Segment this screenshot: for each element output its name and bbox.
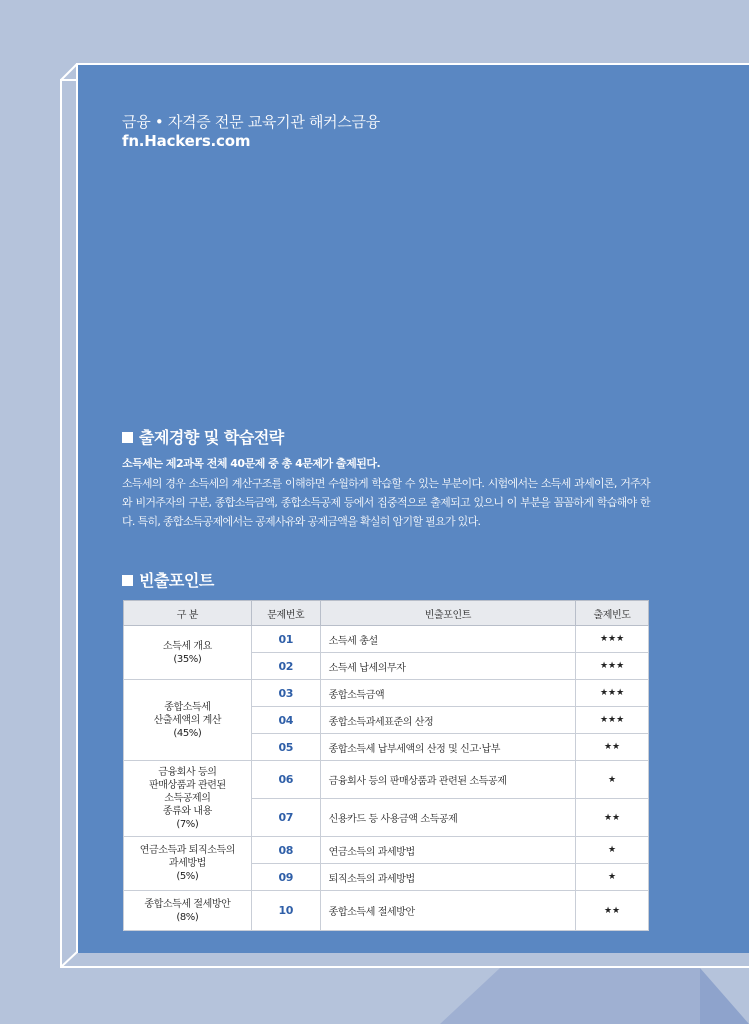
point-text: 금융회사 등의 판매상품과 관련된 소득공제 (320, 761, 575, 799)
point-text: 종합소득금액 (320, 680, 575, 707)
brand-site: fn.Hackers.com (122, 132, 251, 150)
point-text: 종합소득세 절세방안 (320, 891, 575, 931)
point-text: 종합소득세 납부세액의 산정 및 신고·납부 (320, 734, 575, 761)
question-number: 10 (251, 891, 320, 931)
header-frequency: 출제빈도 (576, 601, 649, 626)
frequency-stars: ★★ (576, 799, 649, 837)
point-text: 연금소득의 과세방법 (320, 837, 575, 864)
category-cell: 종합소득세 산출세액의 계산 (45%) (124, 680, 252, 761)
table-row (124, 680, 649, 707)
table-header-row (124, 601, 649, 626)
frequency-stars: ★ (576, 761, 649, 799)
trend-lead: 소득세는 제2과목 전체 40문제 중 총 4문제가 출제된다. (122, 457, 381, 470)
question-number: 06 (251, 761, 320, 799)
frequency-stars: ★ (576, 837, 649, 864)
frequency-stars: ★★★ (576, 653, 649, 680)
question-number: 05 (251, 734, 320, 761)
point-text: 종합소득과세표준의 산정 (320, 707, 575, 734)
question-number: 08 (251, 837, 320, 864)
question-number: 04 (251, 707, 320, 734)
question-number: 07 (251, 799, 320, 837)
category-cell: 종합소득세 절세방안 (8%) (124, 891, 252, 931)
point-text: 소득세 납세의무자 (320, 653, 575, 680)
content-panel (78, 65, 749, 953)
point-text: 퇴직소득의 과세방법 (320, 864, 575, 891)
trend-section-title: 출제경향 및 학습전략 (122, 425, 284, 448)
square-bullet-icon (122, 432, 133, 443)
points-section-title: 빈출포인트 (122, 568, 214, 591)
category-cell: 연금소득과 퇴직소득의 과세방법 (5%) (124, 837, 252, 891)
question-number: 02 (251, 653, 320, 680)
frequency-stars: ★★★ (576, 680, 649, 707)
frequency-stars: ★★ (576, 891, 649, 931)
trend-body: 소득세의 경우 소득세의 계산구조를 이해하면 수월하게 학습할 수 있는 부분이다. 시험에서는 소득세 과세이론, 거주자와 비거주자의 구분, 종합소득금액, 종합소득공제 등에서 집중적으로 출제되고 있으니 이 부분을 꼼꼼하게 학습해야 한다. 특히, 종합소득공제에서는 공제사유와 공제금액을 확실히 암기할 필요가 있다. (122, 477, 650, 528)
question-number: 09 (251, 864, 320, 891)
point-text: 소득세 총설 (320, 626, 575, 653)
frequency-table (123, 600, 649, 931)
question-number: 03 (251, 680, 320, 707)
square-bullet-icon (122, 575, 133, 586)
frequency-stars: ★★★ (576, 707, 649, 734)
table-row (124, 626, 649, 653)
point-text: 신용카드 등 사용금액 소득공제 (320, 799, 575, 837)
table-row (124, 837, 649, 864)
table-row (124, 761, 649, 799)
category-cell: 금융회사 등의 판매상품과 관련된 소득공제의 종류와 내용 (7%) (124, 761, 252, 837)
header-number: 문제번호 (251, 601, 320, 626)
table-row (124, 891, 649, 931)
header-point: 빈출포인트 (320, 601, 575, 626)
frequency-stars: ★ (576, 864, 649, 891)
frequency-stars: ★★ (576, 734, 649, 761)
header-category: 구 분 (124, 601, 252, 626)
frequency-stars: ★★★ (576, 626, 649, 653)
question-number: 01 (251, 626, 320, 653)
category-cell: 소득세 개요 (35%) (124, 626, 252, 680)
brand-tagline: 금융 • 자격증 전문 교육기관 해커스금융 (122, 113, 380, 131)
